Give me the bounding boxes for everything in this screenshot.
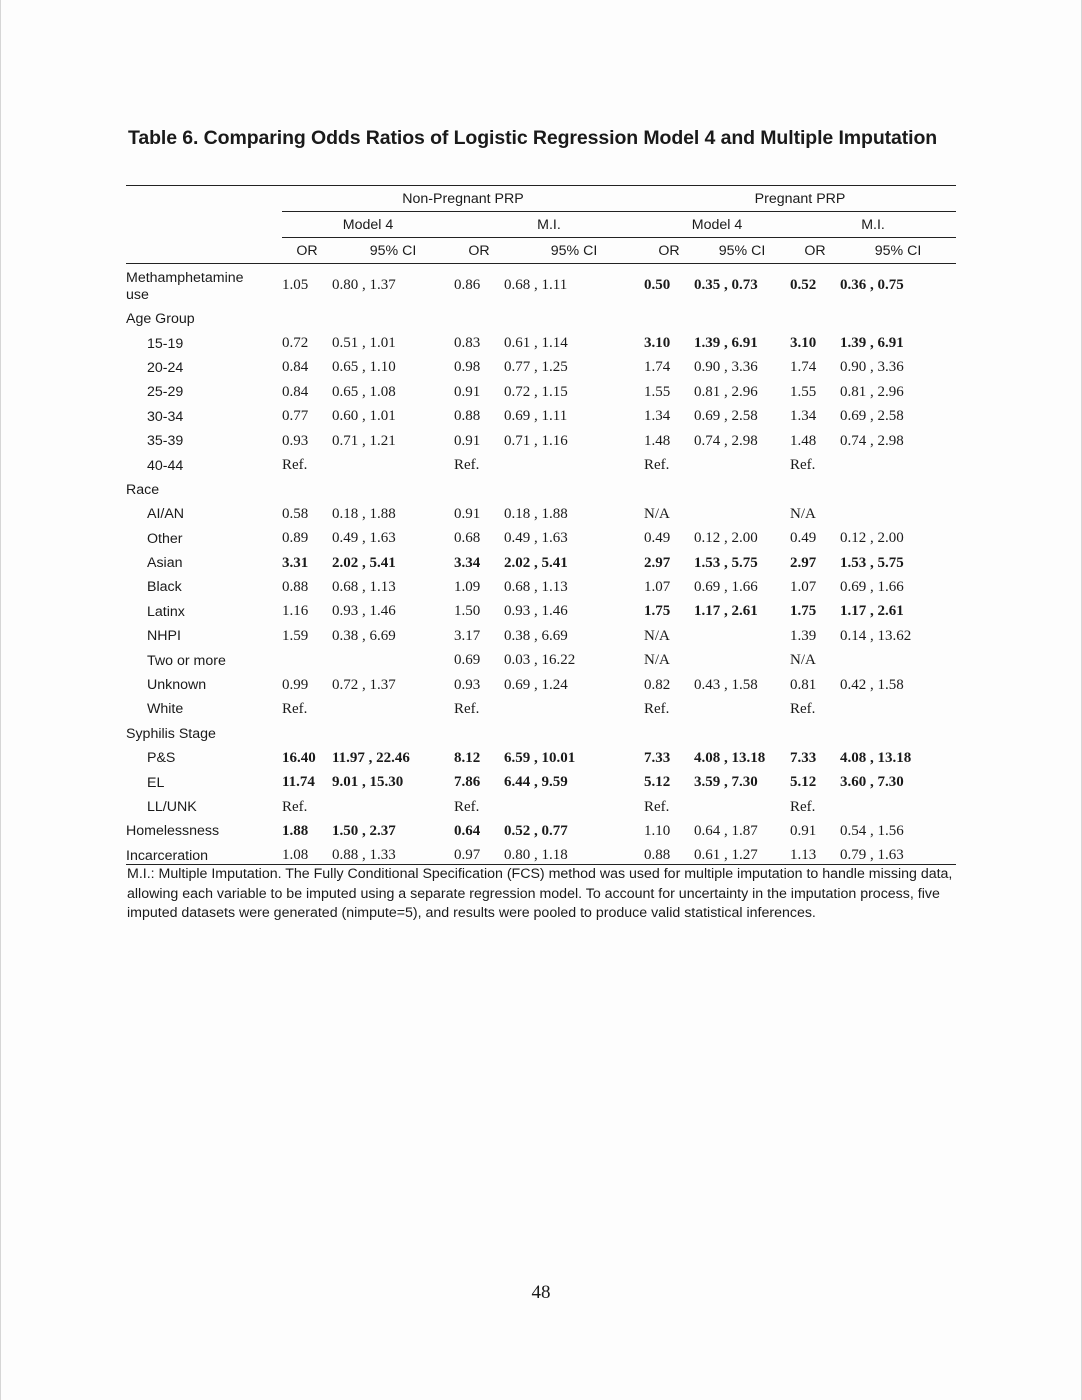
row-label: Incarceration (126, 844, 282, 865)
confidence-interval-cell (332, 697, 454, 721)
table-row (126, 405, 956, 429)
table-row (126, 527, 956, 551)
odds-ratio-cell: Ref. (282, 700, 308, 717)
confidence-interval-cell (694, 502, 790, 526)
table-row (126, 429, 956, 453)
odds-ratio-cell: Ref. (282, 457, 308, 474)
confidence-interval-cell: 0.18 , 1.88 (504, 505, 568, 522)
odds-ratio-cell: 2.97 (790, 554, 817, 571)
confidence-interval-cell: 0.51 , 1.01 (332, 335, 396, 352)
row-label: LL/UNK (147, 799, 197, 815)
row-label: Unknown (147, 677, 207, 694)
table-body (126, 264, 956, 865)
table-row (126, 722, 956, 746)
odds-ratio-cell: 0.68 (454, 530, 481, 547)
confidence-interval-cell: 0.69 , 1.66 (694, 578, 758, 595)
confidence-interval-cell (332, 795, 454, 819)
confidence-interval-cell: 0.61 , 1.27 (694, 844, 790, 865)
table-title: Table 6. Comparing Odds Ratios of Logistic Regression Model 4 and Multiple Imputation (128, 127, 938, 149)
odds-ratio-cell: 1.74 (790, 359, 817, 376)
page-number: 48 (531, 1282, 551, 1303)
confidence-interval-cell: 0.72 , 1.15 (504, 383, 568, 400)
odds-ratio-cell: Ref. (454, 798, 480, 815)
subgroup-header: M.I. (454, 212, 644, 238)
confidence-interval-cell: 0.81 , 2.96 (694, 383, 758, 400)
odds-ratio-cell: 1.55 (790, 383, 817, 400)
odds-ratio-cell: 1.55 (644, 383, 671, 400)
confidence-interval-cell (840, 502, 956, 526)
confidence-interval-cell: 0.69 , 1.66 (840, 578, 904, 595)
odds-ratio-cell: 0.72 (282, 335, 309, 352)
odds-ratio-cell: 0.98 (454, 359, 481, 376)
confidence-interval-cell: 0.74 , 2.98 (694, 432, 758, 449)
odds-ratio-cell: 0.93 (454, 676, 481, 693)
confidence-interval-cell: 0.88 , 1.33 (332, 844, 454, 865)
table-row (126, 600, 956, 624)
col-header-or: OR (282, 238, 332, 264)
category-label: Syphilis Stage (126, 725, 216, 742)
col-header-ci: 95% CI (840, 238, 956, 264)
row-label: Two or more (147, 652, 226, 669)
table-row (126, 575, 956, 599)
subgroup-header: Model 4 (282, 212, 454, 238)
confidence-interval-cell: 0.60 , 1.01 (332, 408, 396, 425)
odds-ratio-cell: Ref. (790, 457, 816, 474)
odds-ratio-cell: 5.12 (790, 774, 817, 791)
table-row (126, 356, 956, 380)
odds-ratio-cell: Ref. (454, 457, 480, 474)
col-header-ci: 95% CI (332, 238, 454, 264)
confidence-interval-cell (694, 697, 790, 721)
table-container (126, 185, 956, 865)
confidence-interval-cell: 6.59 , 10.01 (504, 749, 576, 766)
confidence-interval-cell: 0.68 , 1.13 (504, 578, 568, 595)
odds-ratio-cell: 1.05 (282, 277, 309, 293)
row-label: EL (147, 774, 165, 791)
odds-ratio-cell: 1.34 (644, 408, 671, 425)
odds-ratio-cell: 8.12 (454, 749, 481, 766)
table-row (126, 307, 956, 331)
col-header-ci: 95% CI (694, 238, 790, 264)
confidence-interval-cell: 0.81 , 2.96 (840, 383, 904, 400)
confidence-interval-cell: 0.68 , 1.13 (332, 578, 396, 595)
odds-ratio-cell: 0.81 (790, 676, 817, 693)
row-label: 20-24 (147, 359, 184, 376)
table-row (126, 624, 956, 648)
confidence-interval-cell: 0.36 , 0.75 (840, 277, 904, 293)
confidence-interval-cell: 0.69 , 2.58 (840, 408, 904, 425)
row-label: Other (147, 530, 183, 547)
confidence-interval-cell: 0.64 , 1.87 (694, 822, 758, 839)
group-header-pregnant: Pregnant PRP (644, 186, 956, 212)
odds-ratio-cell: 1.13 (790, 844, 840, 865)
odds-ratio-cell: 1.10 (644, 822, 671, 839)
confidence-interval-cell: 0.71 , 1.21 (332, 432, 396, 449)
table-row (126, 746, 956, 770)
odds-ratio-cell: 1.48 (644, 432, 671, 449)
odds-ratio-cell: Ref. (644, 700, 670, 717)
confidence-interval-cell (694, 795, 790, 819)
table-row (126, 331, 956, 355)
odds-ratio-cell: Ref. (282, 798, 308, 815)
odds-ratio-cell: 0.88 (282, 578, 309, 595)
odds-ratio-cell: N/A (644, 652, 670, 669)
odds-ratio-cell: 1.16 (282, 603, 309, 620)
col-header-ci: 95% CI (504, 238, 644, 264)
confidence-interval-cell: 0.12 , 2.00 (840, 530, 904, 547)
odds-ratio-cell: 0.99 (282, 676, 309, 693)
confidence-interval-cell: 0.93 , 1.46 (332, 603, 396, 620)
col-header-or: OR (454, 238, 504, 264)
odds-ratio-cell: 1.07 (790, 578, 817, 595)
table-row (126, 648, 956, 672)
table-row (126, 844, 956, 865)
odds-ratio-cell: 1.34 (790, 408, 817, 425)
subgroup-header: M.I. (790, 212, 956, 238)
group-header-row (126, 186, 956, 212)
confidence-interval-cell: 2.02 , 5.41 (332, 554, 396, 571)
confidence-interval-cell: 0.42 , 1.58 (840, 676, 904, 693)
confidence-interval-cell: 9.01 , 15.30 (332, 774, 404, 791)
table-row (126, 551, 956, 575)
odds-ratio-cell: 0.52 (790, 277, 817, 293)
confidence-interval-cell (840, 795, 956, 819)
confidence-interval-cell: 4.08 , 13.18 (694, 749, 766, 766)
table-row (126, 502, 956, 526)
odds-ratio-cell: 1.59 (282, 627, 309, 644)
confidence-interval-cell: 1.17 , 2.61 (694, 603, 758, 620)
confidence-interval-cell: 0.77 , 1.25 (504, 359, 568, 376)
odds-ratio-cell: 1.09 (454, 578, 481, 595)
odds-ratio-cell: 5.12 (644, 774, 671, 791)
odds-ratio-cell: 0.64 (454, 822, 481, 839)
odds-ratio-cell: 1.48 (790, 432, 817, 449)
confidence-interval-cell: 0.52 , 0.77 (504, 822, 568, 839)
confidence-interval-cell: 0.54 , 1.56 (840, 822, 904, 839)
table-row (126, 697, 956, 721)
confidence-interval-cell: 0.72 , 1.37 (332, 676, 396, 693)
table-row (126, 770, 956, 794)
odds-ratio-cell: 0.84 (282, 383, 309, 400)
odds-ratio-cell: 7.86 (454, 774, 481, 791)
odds-ratio-cell (282, 648, 332, 672)
confidence-interval-cell: 0.38 , 6.69 (332, 627, 396, 644)
odds-ratio-cell: 1.75 (644, 603, 671, 620)
confidence-interval-cell: 1.53 , 5.75 (840, 554, 904, 571)
confidence-interval-cell: 0.69 , 1.11 (504, 408, 568, 425)
row-label: 35-39 (147, 433, 184, 450)
row-label: Homelessness (126, 823, 220, 840)
col-header-or: OR (790, 238, 840, 264)
confidence-interval-cell: 0.74 , 2.98 (840, 432, 904, 449)
confidence-interval-cell: 0.61 , 1.14 (504, 335, 568, 352)
odds-ratio-cell: Ref. (454, 700, 480, 717)
odds-ratio-cell: Ref. (790, 700, 816, 717)
odds-ratio-table (126, 185, 956, 865)
confidence-interval-cell: 0.65 , 1.10 (332, 359, 396, 376)
row-label-line: Methamphetamine (126, 270, 244, 286)
subgroup-header-row (126, 212, 956, 238)
confidence-interval-cell: 0.68 , 1.11 (504, 277, 568, 293)
table-row (126, 673, 956, 697)
confidence-interval-cell: 0.90 , 3.36 (840, 359, 904, 376)
odds-ratio-cell: 1.07 (644, 578, 671, 595)
confidence-interval-cell: 1.39 , 6.91 (694, 335, 758, 352)
confidence-interval-cell (504, 697, 644, 721)
odds-ratio-cell: 0.93 (282, 432, 309, 449)
row-label: Asian (147, 555, 183, 572)
odds-ratio-cell: 1.74 (644, 359, 671, 376)
row-label: 40-44 (147, 457, 184, 474)
confidence-interval-cell (694, 453, 790, 477)
confidence-interval-cell: 1.53 , 5.75 (694, 554, 758, 571)
odds-ratio-cell: Ref. (644, 798, 670, 815)
row-label: P&S (147, 750, 176, 767)
odds-ratio-cell: 0.86 (454, 277, 481, 293)
row-label: AI/AN (147, 506, 185, 523)
confidence-interval-cell: 0.35 , 0.73 (694, 277, 758, 293)
odds-ratio-cell: N/A (644, 505, 670, 522)
odds-ratio-cell: 1.75 (790, 603, 817, 620)
confidence-interval-cell (694, 648, 790, 672)
odds-ratio-cell: 0.50 (644, 277, 671, 293)
confidence-interval-cell: 3.60 , 7.30 (840, 774, 904, 791)
category-label: Age Group (126, 311, 195, 328)
odds-ratio-cell: 0.91 (454, 383, 481, 400)
odds-ratio-cell: 3.34 (454, 554, 481, 571)
confidence-interval-cell (840, 648, 956, 672)
confidence-interval-cell: 0.18 , 1.88 (332, 505, 396, 522)
page-edge-left (0, 0, 1, 1400)
odds-ratio-cell: 0.49 (790, 530, 817, 547)
confidence-interval-cell (504, 453, 644, 477)
odds-ratio-cell: 3.10 (644, 335, 671, 352)
odds-ratio-cell: 0.89 (282, 530, 309, 547)
confidence-interval-cell (694, 624, 790, 648)
confidence-interval-cell: 0.80 , 1.18 (504, 844, 644, 865)
confidence-interval-cell (840, 697, 956, 721)
row-label (126, 264, 282, 308)
confidence-interval-cell: 0.14 , 13.62 (840, 627, 912, 644)
row-label: NHPI (147, 628, 181, 645)
table-row (126, 478, 956, 502)
row-label: 15-19 (147, 335, 184, 352)
table-row (126, 819, 956, 843)
odds-ratio-cell: 0.84 (282, 359, 309, 376)
odds-ratio-cell: 0.83 (454, 335, 481, 352)
table-footnote: M.I.: Multiple Imputation. The Fully Conditional Specification (FCS) method was used for multiple imputation to handle missing data, allowing each variable to be imputed using a separate regression model. To account for uncertainty in the imputation process, five imputed datasets were generated (nimpute=5), and results were pooled to produce valid statistical inferences. (127, 866, 953, 922)
odds-ratio-cell: 11.74 (282, 774, 315, 791)
odds-ratio-cell: 0.49 (644, 530, 671, 547)
confidence-interval-cell: 0.69 , 2.58 (694, 408, 758, 425)
confidence-interval-cell: 0.12 , 2.00 (694, 530, 758, 547)
confidence-interval-cell: 0.49 , 1.63 (504, 530, 568, 547)
table-row (126, 264, 956, 308)
row-label: Black (147, 579, 182, 596)
confidence-interval-cell: 0.90 , 3.36 (694, 359, 758, 376)
odds-ratio-cell: 0.91 (454, 432, 481, 449)
odds-ratio-cell: 0.69 (454, 652, 481, 669)
row-label-line: use (126, 287, 149, 303)
odds-ratio-cell: 1.88 (282, 822, 309, 839)
odds-ratio-cell: 1.39 (790, 627, 817, 644)
confidence-interval-cell: 0.65 , 1.08 (332, 383, 396, 400)
odds-ratio-cell: 0.58 (282, 505, 309, 522)
table-row (126, 380, 956, 404)
confidence-interval-cell (332, 648, 454, 672)
confidence-interval-cell: 0.38 , 6.69 (504, 627, 568, 644)
confidence-interval-cell: 0.71 , 1.16 (504, 432, 568, 449)
category-label: Race (126, 481, 160, 498)
table-row (126, 453, 956, 477)
confidence-interval-cell: 1.39 , 6.91 (840, 335, 904, 352)
confidence-interval-cell: 1.50 , 2.37 (332, 822, 396, 839)
confidence-interval-cell: 0.80 , 1.37 (332, 277, 396, 293)
confidence-interval-cell: 4.08 , 13.18 (840, 749, 912, 766)
odds-ratio-cell: 0.88 (644, 844, 694, 865)
confidence-interval-cell (332, 453, 454, 477)
odds-ratio-cell: 16.40 (282, 749, 316, 766)
confidence-interval-cell: 0.03 , 16.22 (504, 652, 576, 669)
odds-ratio-cell: 7.33 (790, 749, 817, 766)
odds-ratio-cell: Ref. (790, 798, 816, 815)
confidence-interval-cell: 11.97 , 22.46 (332, 749, 410, 766)
odds-ratio-cell: N/A (644, 627, 670, 644)
confidence-interval-cell (504, 795, 644, 819)
row-label: 30-34 (147, 408, 184, 425)
odds-ratio-cell: 0.97 (454, 844, 504, 865)
table-row (126, 795, 956, 819)
odds-ratio-cell: 1.50 (454, 603, 481, 620)
row-label: White (147, 701, 184, 718)
odds-ratio-cell: 7.33 (644, 749, 671, 766)
odds-ratio-cell: 1.08 (282, 844, 332, 865)
odds-ratio-cell: 0.88 (454, 408, 481, 425)
odds-ratio-cell: 3.10 (790, 335, 817, 352)
col-header-or: OR (644, 238, 694, 264)
subgroup-header: Model 4 (644, 212, 790, 238)
odds-ratio-cell: Ref. (644, 457, 670, 474)
odds-ratio-cell: 0.91 (790, 822, 817, 839)
confidence-interval-cell: 0.69 , 1.24 (504, 676, 568, 693)
odds-ratio-cell: 0.77 (282, 408, 309, 425)
row-label: Latinx (147, 603, 185, 620)
odds-ratio-cell: 3.31 (282, 554, 309, 571)
confidence-interval-cell: 1.17 , 2.61 (840, 603, 904, 620)
group-header-non-pregnant: Non-Pregnant PRP (282, 186, 644, 212)
odds-ratio-cell: 2.97 (644, 554, 671, 571)
odds-ratio-cell: N/A (790, 652, 816, 669)
odds-ratio-cell: 0.91 (454, 505, 481, 522)
column-header-row (126, 238, 956, 264)
confidence-interval-cell: 0.43 , 1.58 (694, 676, 758, 693)
confidence-interval-cell: 2.02 , 5.41 (504, 554, 568, 571)
odds-ratio-cell: 0.82 (644, 676, 671, 693)
odds-ratio-cell: N/A (790, 505, 816, 522)
confidence-interval-cell: 3.59 , 7.30 (694, 774, 758, 791)
confidence-interval-cell: 0.49 , 1.63 (332, 530, 396, 547)
odds-ratio-cell: 3.17 (454, 627, 481, 644)
confidence-interval-cell: 6.44 , 9.59 (504, 774, 568, 791)
confidence-interval-cell (840, 453, 956, 477)
confidence-interval-cell: 0.79 , 1.63 (840, 844, 956, 865)
confidence-interval-cell: 0.93 , 1.46 (504, 603, 568, 620)
row-label: 25-29 (147, 384, 184, 401)
